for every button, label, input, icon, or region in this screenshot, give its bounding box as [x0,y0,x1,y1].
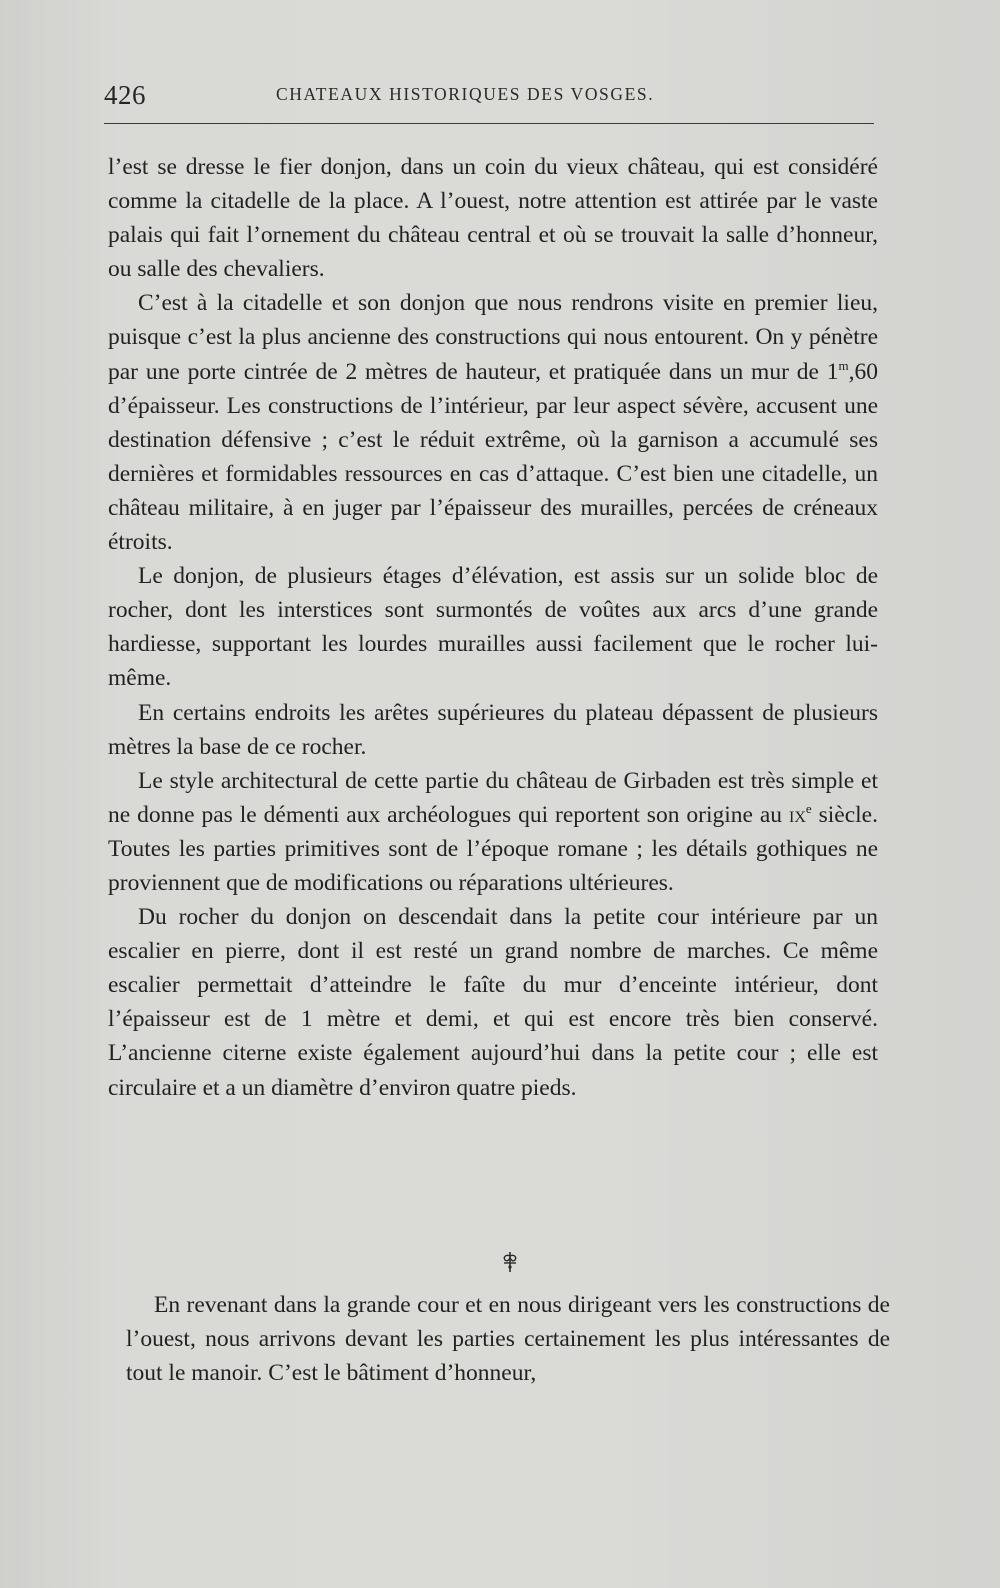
page-number: 426 [104,80,146,110]
fleuron-ornament-icon [498,1250,522,1274]
paragraph: Le donjon, de plusieurs étages d’élévation, est assis sur un solide bloc de rocher, dont les interstices sont surmontés de voûtes aux arcs d’une grande hardiesse, supportant les lourdes murailles aussi facilement que le rocher lui-même. [108,563,878,692]
paragraph: Du rocher du donjon on descendait dans la petite cour intérieure par un escalier en pierre, dont il est resté un grand nombre de marches. Ce même escalier permettait d’atteindre le faîte du mur d’enceinte intérieur, dont l’épaisseur est de 1 mètre et demi, et qui est encore très bien conservé. L’ancienne citerne existe également aujourd’hui dans la petite cour ; elle est circulaire et a un diamètre d’environ quatre pieds. [108,904,878,1101]
paragraph: En certains endroits les arêtes supérieures du plateau dépassent de plusieurs mètres la base de ce rocher. [108,699,878,760]
main-text [108,150,878,1105]
paragraph: En revenant dans la grande cour et en nous dirigeant vers les constructions de l’ouest, nous arrivons devant les parties certainement les plus intéressantes de tout le manoir. C’est le bâtiment d’honneur, [126,1292,890,1387]
fleuron-ornament-icon-svg [499,1250,521,1274]
page-header [104,80,874,112]
paragraph: l’est se dresse le fier donjon, dans un coin du vieux château, qui est considéré comme la citadelle de la place. A l’ouest, notre attention est attirée par le vaste palais qui fait l’ornement du château central et où se trouvait la salle d’honneur, ou salle des chevaliers. [108,154,878,283]
header-rule [104,123,874,124]
running-title: CHATEAUX HISTORIQUES DES VOSGES. [276,84,655,104]
paragraph: Le style architectural de cette partie du château de Girbaden est très simple et ne donne pas le démenti aux archéologues qui reportent son origine au $ix^e$ siècle. Toutes les parties primitives sont de l’époque romane ; les détails gothiques ne proviennent que de modifications ou réparations ultérieures. [108,767,878,896]
section-2-text [126,1288,890,1390]
paragraph: C’est à la citadelle et son donjon que nous rendrons visite en premier lieu, puisque c’est la plus ancienne des constructions qui nous entourent. On y pénètre par une porte cintrée de 2 mètres de hauteur, et pratiquée dans un mur de 1$^m$,60 d’épaisseur. Les constructions de l’intérieur, par leur aspect sévère, accusent une destination défensive ; c’est le réduit extrême, où la garnison a accumulé ses dernières et formidables ressources en cas d’attaque. C’est bien une citadelle, un château militaire, à en juger par l’épaisseur des murailles, percées de créneaux étroits. [108,290,878,556]
